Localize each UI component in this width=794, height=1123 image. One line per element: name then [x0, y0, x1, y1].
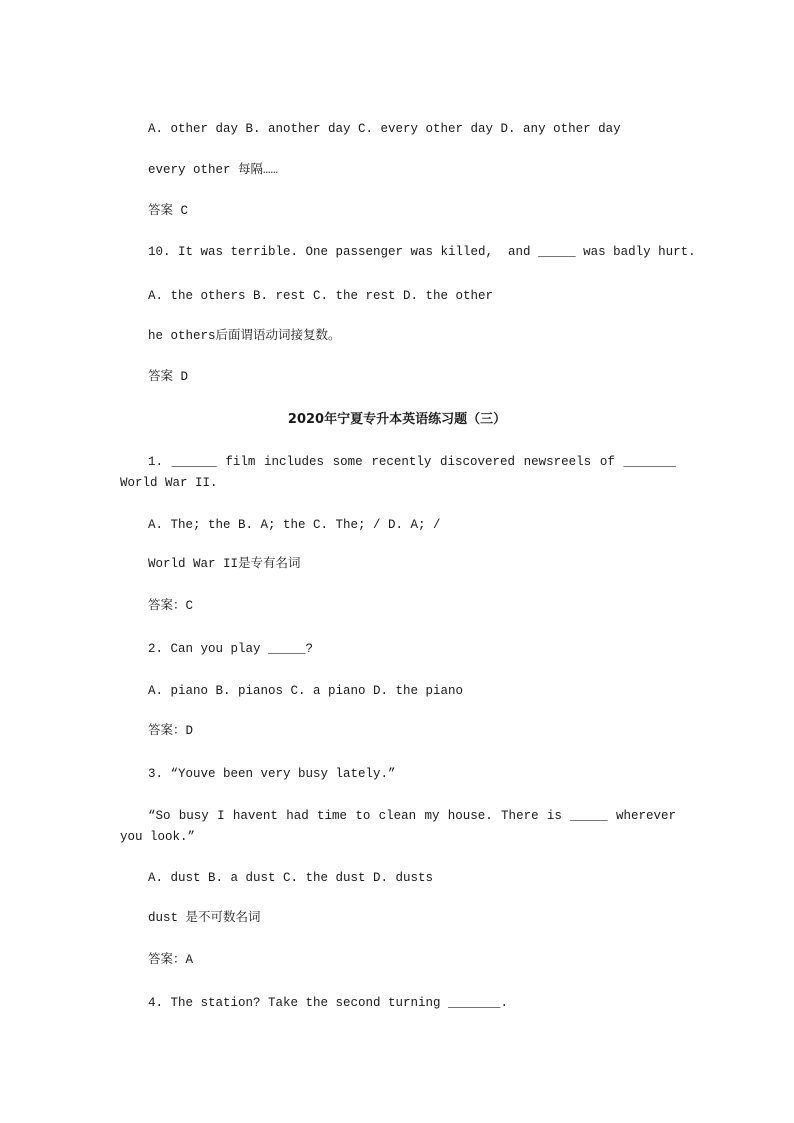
question-2-text: 2. Can you play _____? [148, 642, 314, 656]
question-3-reply: “So busy I havent had time to clean my house. There is _____ wherever you look.” [120, 809, 676, 844]
question-10-answer: 答案 D [148, 370, 189, 384]
question-10-note: he others后面谓语动词接复数。 [148, 329, 341, 343]
question-2-answer: 答案：D [148, 724, 194, 738]
question-10-options: A. the others B. rest C. the rest D. the other [148, 289, 494, 303]
question-9-options: A. other day B. another day C. every other day D. any other day [148, 122, 621, 136]
question-1-answer: 答案：C [148, 599, 194, 613]
section-title: 2020年宁夏专升本英语练习题（三） [287, 412, 507, 427]
question-10-text: 10. It was terrible. One passenger was killed, and _____ was badly hurt. [148, 245, 696, 259]
question-3-text: 3. “Youve been very busy lately.” [148, 767, 396, 781]
question-3-options: A. dust B. a dust C. the dust D. dusts [148, 871, 434, 885]
question-4-text: 4. The station? Take the second turning _______. [148, 996, 509, 1010]
question-1-text: 1. ______ film includes some recently discovered newsreels of _______ World War II. [120, 455, 676, 490]
question-3-note: dust 是不可数名词 [148, 911, 261, 925]
question-1-note: World War II是专有名词 [148, 557, 301, 571]
question-9-note: every other 每隔…… [148, 163, 279, 177]
question-9-answer: 答案 C [148, 204, 189, 218]
question-3-answer: 答案：A [148, 953, 194, 967]
question-2-options: A. piano B. pianos C. a piano D. the piano [148, 684, 464, 698]
question-1-options: A. The; the B. A; the C. The; / D. A; / [148, 518, 441, 532]
